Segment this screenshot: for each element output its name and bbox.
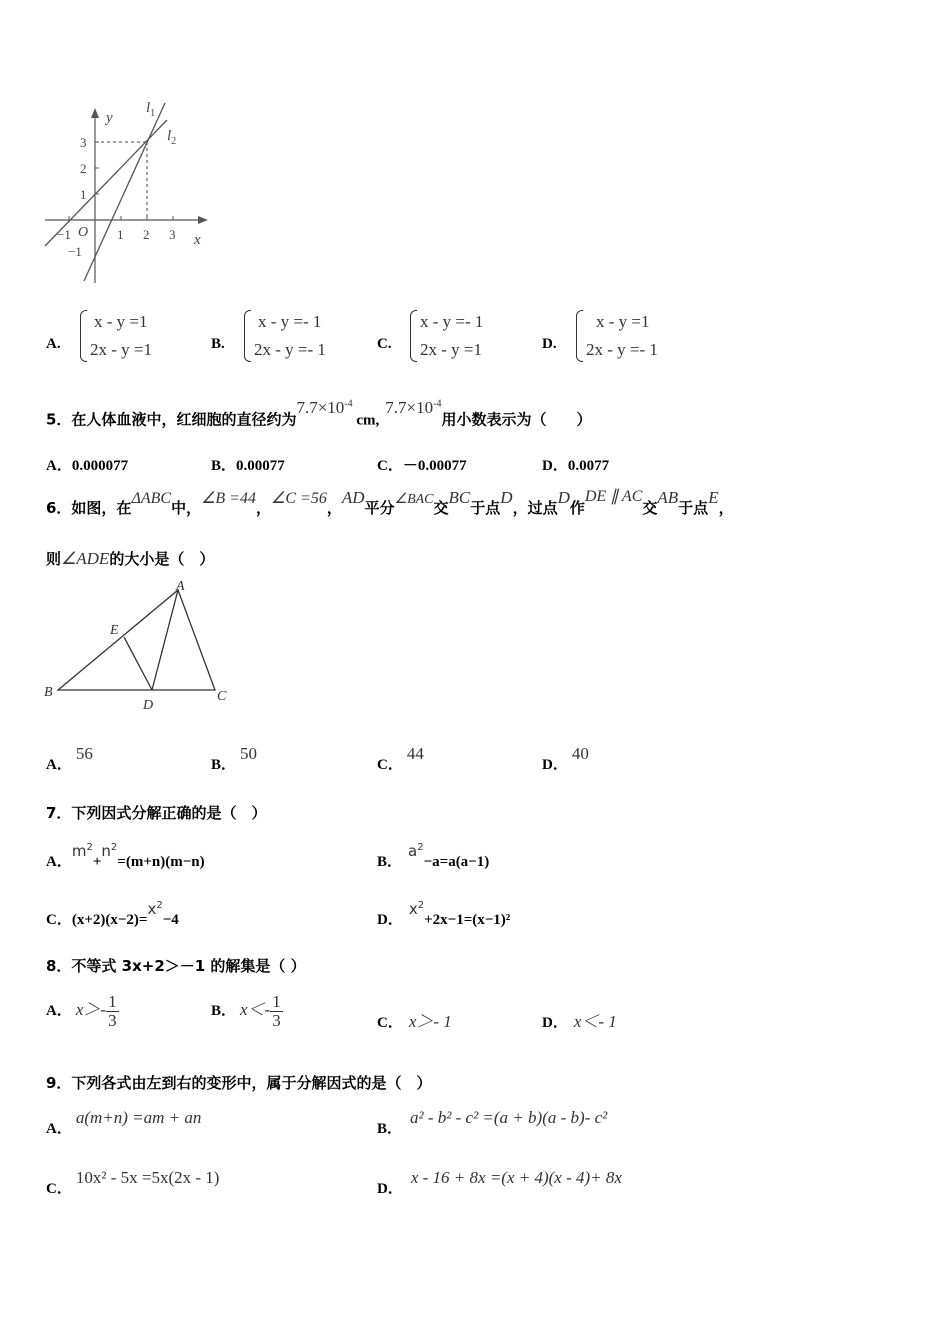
q6-stem-line2: 则∠ADE的大小是（ ） — [46, 549, 215, 568]
equation: x - y =1 — [596, 312, 650, 331]
q9-option-d[interactable]: D．x - 16 + 8x =(x + 4)(x - 4)+ 8x — [377, 1168, 622, 1197]
q5-text: 5．在人体血液中，红细胞的直径约为 — [46, 410, 297, 429]
triangle-figure — [40, 578, 240, 718]
q6-stem-line1: 6．如图，在ΔABC中，∠B =44，∠C =56，AD平分∠BAC交BC于点D，过点D作DE ∥ AC交AB于点E， — [46, 488, 734, 517]
q8-option-a[interactable]: A． x＞- $\frac{1}{3}$ — [46, 992, 117, 1031]
q4-option-a-system — [80, 308, 152, 364]
equation: 2x - y =- 1 — [586, 340, 658, 359]
q8-option-b[interactable]: B． x＜- $\frac{1}{3}$ — [211, 992, 281, 1031]
q9-option-c[interactable]: C．10x² - 5x =5x(2x - 1) — [46, 1168, 220, 1197]
point-b-label: B — [44, 685, 53, 700]
q7-option-a[interactable]: A．$m^2+n^2=(m+n)(m-n)$ — [46, 842, 205, 870]
x-tick-1: 1 — [117, 227, 124, 242]
line-l1 — [84, 103, 165, 281]
q4-option-a-letter[interactable]: A. — [46, 336, 61, 352]
segment-ad — [152, 590, 178, 690]
q5-option-c[interactable]: C．－0.00077 — [377, 458, 467, 474]
y-tick-1: 1 — [80, 187, 87, 202]
q5-stem — [46, 396, 592, 441]
x-axis-label: x — [194, 232, 201, 248]
y-tick-2: 2 — [80, 161, 87, 176]
q4-option-b-system — [244, 308, 326, 364]
q6-option-a[interactable]: A．56 — [46, 744, 93, 773]
q7-option-c[interactable]: C．$(x+2)(x-2)=x^2-4$ — [46, 900, 179, 928]
point-e-label: E — [110, 623, 119, 638]
q4-option-b-letter[interactable]: B. — [211, 336, 225, 352]
q9-option-a[interactable]: A．a(m+n) =am + an — [46, 1108, 202, 1137]
q7-option-d[interactable]: D．$x^2+2x-1=(x-1)^2$ — [377, 900, 511, 928]
segment-de — [124, 637, 152, 690]
q4-option-d-system — [576, 308, 658, 364]
x-axis-arrow — [198, 216, 208, 224]
l1-label: $l_1$ — [146, 100, 156, 119]
q4-option-c-letter[interactable]: C. — [377, 336, 392, 352]
y-tick-3: 3 — [80, 135, 87, 150]
point-a-label: A — [176, 579, 185, 594]
q5-expression: $7.7\times 10^{-4}$ — [296, 397, 353, 417]
x-tick-3: 3 — [169, 227, 176, 242]
q5-unit: cm, — [352, 412, 380, 429]
q8-stem: 8．不等式 3x+2＞－1 的解集是（ ） — [46, 957, 306, 975]
x-tick-2: 2 — [143, 227, 150, 242]
x-tick-neg1: −1 — [57, 227, 71, 242]
q8-option-c[interactable]: C． x＞- 1 — [377, 1012, 452, 1031]
triangle-abc — [58, 590, 215, 690]
point-d-label: D — [143, 698, 154, 713]
q7-stem: 7．下列因式分解正确的是（ ） — [46, 804, 267, 822]
y-tick-neg1: −1 — [68, 244, 82, 259]
q6-option-b[interactable]: B．50 — [211, 744, 258, 773]
equation: x - y =- 1 — [258, 312, 322, 331]
q5-option-d[interactable]: D．0.0077 — [542, 458, 610, 474]
y-axis-arrow — [91, 108, 99, 118]
l2-label: $l_2$ — [167, 128, 177, 147]
q5-option-a[interactable]: A．0.000077 — [46, 458, 129, 474]
q9-option-b[interactable]: B．a² - b² - c² =(a + b)(a - b)- c² — [377, 1108, 608, 1137]
point-c-label: C — [217, 689, 227, 704]
q5-expression-2: $7.7\times 10^{-4}$ — [385, 397, 442, 417]
q4-option-c-system — [410, 308, 483, 364]
q6-option-c[interactable]: C．44 — [377, 744, 424, 773]
q5-text-2: 用小数表示为（ ） — [441, 410, 592, 429]
linear-graph-figure — [40, 98, 220, 288]
equation: x - y =- 1 — [420, 312, 484, 331]
origin-label: O — [78, 225, 89, 240]
q6-option-d[interactable]: D．40 — [542, 744, 589, 773]
equation: 2x - y =1 — [420, 340, 482, 359]
q9-stem: 9．下列各式由左到右的变形中，属于分解因式的是（ ） — [46, 1074, 432, 1092]
y-axis-label: y — [106, 110, 113, 126]
equation: 2x - y =1 — [90, 340, 152, 359]
equation: x - y =1 — [94, 312, 148, 331]
equation: 2x - y =- 1 — [254, 340, 326, 359]
q4-option-d-letter[interactable]: D. — [542, 336, 557, 352]
q7-option-b[interactable]: B．$a^2-a=a(a-1)$ — [377, 842, 490, 870]
q5-option-b[interactable]: B．0.00077 — [211, 458, 285, 474]
q8-option-d[interactable]: D． x＜- 1 — [542, 1012, 617, 1031]
